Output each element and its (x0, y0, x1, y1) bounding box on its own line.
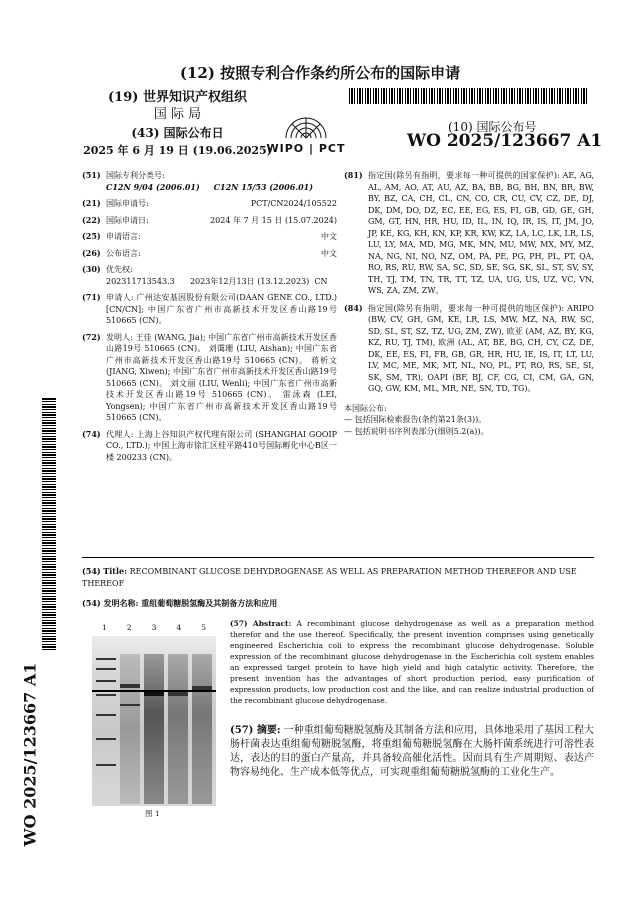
left-column (82, 170, 337, 463)
lane-label: 3 (151, 623, 157, 632)
lane-label: 1 (102, 623, 107, 632)
side-barcode (42, 398, 56, 650)
field-30: (30) 优先权: 202311713543.3 2023年12月13日 (13.12.2023) CN (82, 264, 337, 287)
pub-number: WO 2025/123667 A1 (407, 131, 603, 151)
designated-states: 指定国(除另有指明，要求每一种可提供的国家保护): AE, AG, AL, AM, AO, AT, AU, AZ, BA, BB, BG, BH, BN, BR, BW, BY, BZ, CA, CH, CL, CN, CO, CR, CU, CV, CZ, DE, DJ, DK, DM, DO, DZ, EC, EE, EG, ES, FI, GB, GD, GE, GH, GM, GT, HN, HR, HU, ID, IL, IN, IQ, IR, IS, IT, JM, JO, JP, KE, KG, KH, KN, KP, KR, KW, KZ, LA, LC, LK, LR, LS, LU, LY, MA, MD, MG, MK, MN, MU, MW, MX, MY, MZ, NA, NG, NI, NO, NZ, OM, PA, PE, PG, PH, PL, PT, QA, RO, RS, RU, RW, SA, SC, SD, SE, SG, SK, SL, ST, SV, SY, TH, TJ, TM, TN, TR, TT, TZ, UA, UG, US, UZ, VC, VN, WS, ZA, ZM, ZW。 (368, 171, 594, 295)
figure-caption: 图 1 (145, 809, 160, 818)
publication-language: 中文 (321, 248, 337, 258)
title-en: (54) Title: RECOMBINANT GLUCOSE DEHYDROGENASE AS WELL AS PREPARATION METHOD THEREFOR AND USE THEREOF (82, 566, 577, 588)
right-column (344, 170, 594, 437)
lane-label: 2 (126, 623, 132, 632)
wipo-logo (266, 116, 346, 158)
field-74: (74) 代理人: 上海上谷知识产权代理有限公司 (SHANGHAI GOOIP CO., LTD.); 中国上海市徐汇区桂平路410号国际孵化中心B区一楼 200233 (CN)。 (82, 428, 337, 462)
inventors: 发明人: 王佳 (WANG, Jia); 中国广东省广州市高新技术开发区香山路19号 510665 (CN)。 刘霭珊 (LIU, Aishan); 中国广东省广州市高新技术开发区香山路19号 510665 (CN)。 蒋析文 (JIANG, Xiwen); 中国广东省广州市高新技术开发区香山路19号 510665 (CN)。 刘文丽 (LIU, Wenli); 中国广东省广州市高新技术开发区香山路19号 510665 (CN)。 雷泳森 (LEI, Yongsen); 中国广东省广州市高新技术开发区香山路19号 510665 (CN)。 (106, 332, 337, 422)
abstract-en: (57) Abstract: A recombinant glucose dehydrogenase as well as a preparation method therefor and the use thereof. Specifically, the present invention comprises using genetically engineered Escherichia coli to express the recombinant glucose dehydrogenase. Soluble expression of the recombinant glucose dehydrogenase in the Escherichia coli system enables an expressed target protein to have high yield and high catalytic activity. Therefore, the present invention has the advantages of short production period, easy purification of expression products, low production cost and the like, and can realize industrial production of the recombinant glucose dehydrogenase. (230, 619, 595, 705)
application-number: PCT/CN2024/105522 (250, 199, 337, 208)
published-item: — 包括国际检索报告(条约第21条(3))。 (344, 415, 487, 424)
field-72: (72) 发明人: 王佳 (WANG, Jia); 中国广东省广州市高新技术开发区香山路19号 510665 (CN)。 刘霭珊 (LIU, Aishan); 中国广东省广州市高新技术开发区香山路19号 510665 (CN)。 蒋析文 (JIANG, Xiwen); 中国广东省广州市高新技术开发区香山路19号 510665 (CN)。 刘文丽 (LIU, Wenli); 中国广东省广州市高新技术开发区香山路19号 510665 (CN)。 雷泳森 (LEI, Yongsen); 中国广东省广州市高新技术开发区香山路19号 510665 (CN)。 (82, 331, 337, 422)
pub-no-label: (10) 国际公布号 (448, 120, 537, 134)
regional-states: 指定国(除另有指明，要求每一种可提供的地区保护): ARIPO (BW, CV, GH, GM, KE, LR, LS, MW, MZ, NA, RW, SC, SD, SL, ST, SZ, TZ, UG, ZM, ZW), 欧亚 (AM, AZ, BY, KG, KZ, RU, TJ, TM), 欧洲 (AL, AT, BE, BG, CH, CY, CZ, DE, DK, EE, ES, FI, FR, GB, GR, HR, HU, IE, IS, IT, LT, LU, LV, MC, ME, MK, MT, NL, NO, PL, PT, RO, RS, SE, SI, SK, SM, TR), OAPI (BF, BJ, CF, CG, CI, CM, GA, GN, GQ, GW, KM, ML, MR, NE, SN, TD, TG)。 (368, 303, 594, 393)
title-cn: (54) 发明名称: 重组葡萄糖脱氢酶及其制备方法和应用 (82, 598, 278, 608)
document-title: (12) 按照专利合作条约所公布的国际申请 (179, 64, 461, 82)
priority-data: 202311713543.3 2023年12月13日 (13.12.2023) CN (106, 276, 328, 286)
title-en-text: RECOMBINANT GLUCOSE DEHYDROGENASE AS WELL AS PREPARATION METHOD THEREFOR AND USE THEREOF (82, 567, 577, 588)
filing-date: 2024 年 7 月 15 日 (15.07.2024) (210, 215, 337, 225)
applicant: 申请人: 广州达安基因股份有限公司(DAAN GENE CO., LTD.) [CN/CN]; 中国广东省广州市高新技术开发区香山路19号 510665 (CN)。 (106, 293, 337, 325)
abstract-en-text: A recombinant glucose dehydrogenase as well as a preparation method therefor and the use thereof. Specifically, the present invention comprises using genetically engineered Escherichia coli to express the recombinant glucose dehydrogenase. Soluble expression of the recombinant glucose dehydrogenase in the Escherichia coli system enables an expressed target protein to have high yield and high catalytic activity. Therefore, the present invention has the advantages of short production period, easy purification of expression products, low production cost and the like, and can realize industrial production of the recombinant glucose dehydrogenase. (230, 619, 595, 705)
pub-date-label: (43) 国际公布日 (131, 126, 224, 140)
divider (82, 557, 594, 558)
field-71: (71) 申请人: 广州达安基因股份有限公司(DAAN GENE CO., LTD.) [CN/CN]; 中国广东省广州市高新技术开发区香山路19号 510665 (CN)。 (82, 292, 337, 325)
gel-lane (96, 654, 116, 804)
lane-label: 5 (201, 623, 206, 632)
filing-language: 中文 (321, 232, 337, 241)
gel-image (92, 636, 216, 806)
abstract-cn: (57) 摘要: 一种重组葡萄糖脱氢酶及其制备方法和应用，具体地采用了基因工程大肠杆菌表达重组葡萄糖脱氢酶，将重组葡萄糖脱氢酶在大肠杆菌系统进行可溶性表达，表达的目的蛋白产量高，并具备较高催化活性。因而具有生产周期短、表达产物容易纯化、生产成本低等优点，可实现重组葡萄糖脱氢酶的工业化生产。 (230, 725, 594, 778)
org-name: (19) 世界知识产权组织 (108, 90, 247, 105)
published-label: 本国际公布: (344, 403, 387, 413)
field-51: (51) 国际专利分类号: C12N 9/04 (2006.01) C12N 15/53 (2006.01) (82, 170, 337, 193)
field-81: (81) 指定国(除另有指明，要求每一种可提供的国家保护): AE, AG, AL, AM, AO, AT, AU, AZ, BA, BB, BG, BH, BN, BR, BW, BY, BZ, CA, CH, CL, CN, CO, CR, CU, CV, CZ, DE, DJ, DK, DM, DO, DZ, EC, EE, EG, ES, FI, GB, GD, GE, GH, GM, GT, HN, HR, HU, ID, IL, IN, IQ, IR, IS, IT, JM, JO, JP, KE, KG, KH, KN, KP, KR, KW, KZ, LA, LC, LK, LR, LS, LU, LY, MA, MD, MG, MK, MN, MU, MW, MX, MY, MZ, NA, NG, NI, NO, NZ, OM, PA, PE, PG, PH, PL, PT, QA, RO, RS, RU, RW, SA, SC, SD, SE, SG, SK, SL, ST, SV, SY, TH, TJ, TM, TN, TR, TT, TZ, UA, UG, US, UZ, VC, VN, WS, ZA, ZM, ZW。 (344, 170, 594, 295)
field-22: (22) 国际申请日: 2024 年 7 月 15 日 (15.07.2024) (82, 214, 337, 225)
gel-lane (192, 654, 212, 804)
ipc-classes: C12N 9/04 (2006.01) C12N 15/53 (2006.01) (106, 181, 314, 192)
gel-marker-line (92, 690, 216, 692)
field-26: (26) 公布语言: 中文 (82, 247, 337, 258)
side-pub-number: WO 2025/123667 A1 (20, 662, 40, 847)
lane-label: 4 (176, 623, 182, 632)
gel-lane (120, 654, 140, 804)
pub-date: 2025 年 6 月 19 日 (19.06.2025) (83, 144, 272, 157)
wipo-logo-text: WIPO | PCT (266, 142, 346, 155)
barcode (349, 88, 587, 104)
gel-lane (168, 654, 188, 804)
field-84: (84) 指定国(除另有指明，要求每一种可提供的地区保护): ARIPO (BW, CV, GH, GM, KE, LR, LS, MW, MZ, NA, RW, SC, SD, SL, ST, SZ, TZ, UG, ZM, ZW), 欧亚 (AM, AZ, BY, KG, KZ, RU, TJ, TM), 欧洲 (AL, AT, BE, BG, CH, CY, CZ, DE, DK, EE, ES, FI, FR, GB, GR, HR, HU, IE, IS, IT, LT, LU, LV, MC, ME, MK, MT, NL, NO, PL, PT, RO, RS, SE, SI, SK, SM, TR), OAPI (BF, BJ, CF, CG, CI, CM, GA, GN, GQ, GW, KM, ML, MR, NE, SN, TD, TG)。 (344, 302, 594, 393)
agent: 代理人: 上海上谷知识产权代理有限公司 (SHANGHAI GOOIP CO., LTD.); 中国上海市徐汇区桂平路410号国际孵化中心B区一楼 200233 (CN)。 (106, 429, 337, 462)
field-25: (25) 申请语言: 中文 (82, 231, 337, 241)
org-bureau: 国 际 局 (153, 107, 202, 122)
published-item: — 包括说明书序列表部分(细则5.2(a))。 (344, 426, 489, 436)
lane-labels (92, 622, 216, 633)
abstract-cn-text: 一种重组葡萄糖脱氢酶及其制备方法和应用，具体地采用了基因工程大肠杆菌表达重组葡萄糖脱氢酶，将重组葡萄糖脱氢酶在大肠杆菌系统进行可溶性表达，表达的目的蛋白产量高，并具备较高催化活性。因而具有生产周期短、表达产物容易纯化、生产成本低等优点，可实现重组葡萄糖脱氢酶的工业化生产。 (230, 725, 594, 778)
field-21: (21) 国际申请号: PCT/CN2024/105522 (82, 198, 337, 208)
gel-lane (144, 654, 164, 804)
